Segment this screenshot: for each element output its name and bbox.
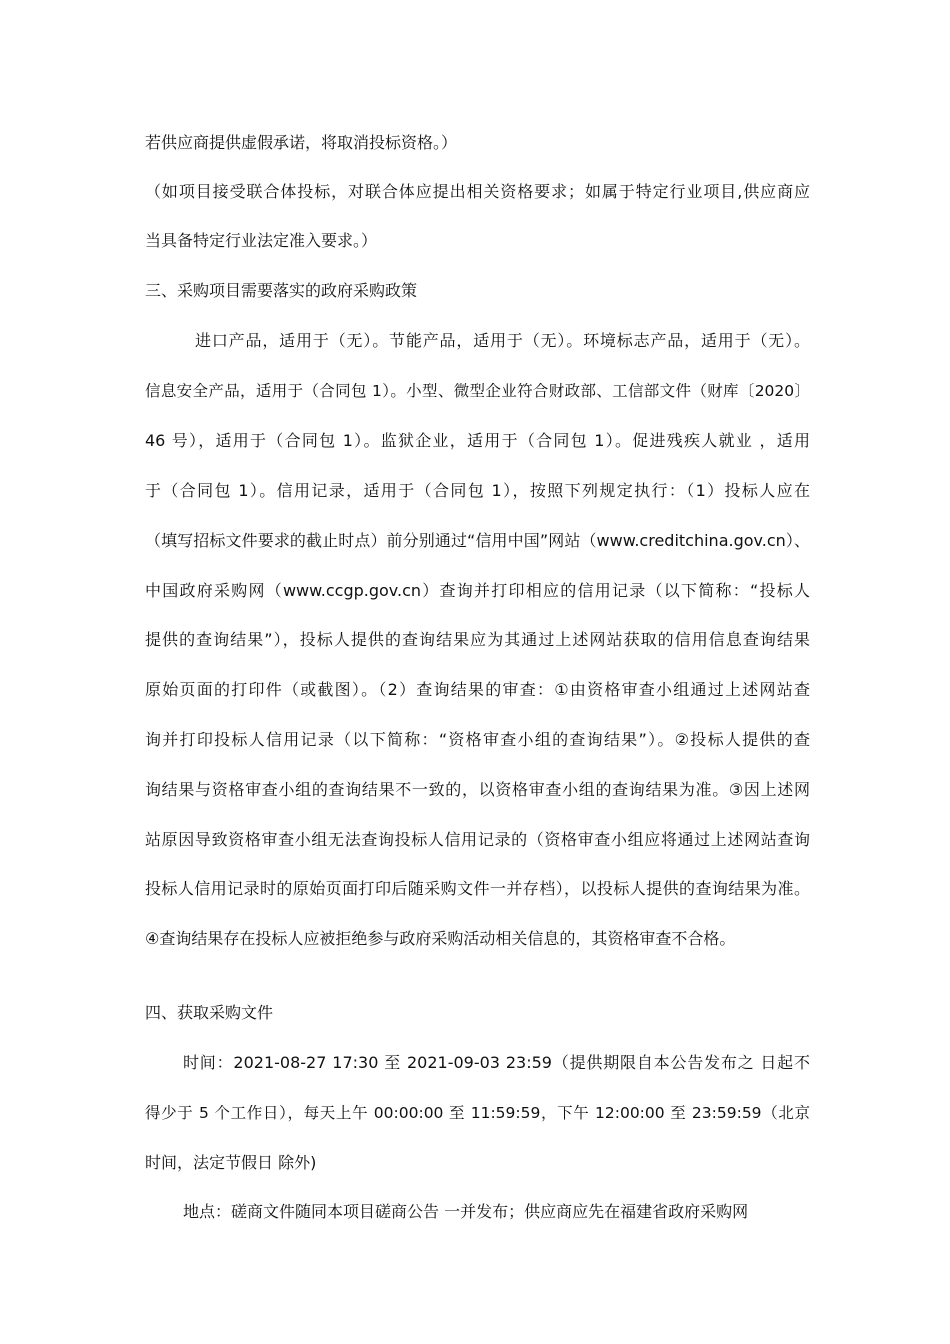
text-line: 于（合同包 1）。信用记录，适用于（合同包 1），按照下列规定执行：（1）投标人应在 — [145, 481, 810, 500]
text-line: ④查询结果存在投标人应被拒绝参与政府采购活动相关信息的，其资格审查不合格。 — [145, 929, 736, 948]
text-line: 站原因导致资格审查小组无法查询投标人信用记录的（资格审查小组应将通过上述网站查询 — [145, 830, 810, 849]
section-heading-4: 四、获取采购文件 — [145, 1003, 274, 1022]
text-line: 提供的查询结果”），投标人提供的查询结果应为其通过上述网站获取的信用信息查询结果 — [145, 630, 810, 649]
text-line: 46 号），适用于（合同包 1）。监狱企业，适用于（合同包 1）。促进残疾人就业 ，适用 — [145, 431, 810, 450]
text-line: 地点：磋商文件随同本项目磋商公告 一并发布；供应商应先在福建省政府采购网 — [183, 1202, 749, 1221]
text-line: （如项目接受联合体投标，对联合体应提出相关资格要求；如属于特定行业项目,供应商应 — [145, 182, 810, 201]
text-line: 原始页面的打印件（或截图）。（2）查询结果的审查：①由资格审查小组通过上述网站查 — [145, 680, 810, 699]
section-heading-3: 三、采购项目需要落实的政府采购政策 — [145, 281, 418, 300]
text-line: 得少于 5 个工作日），每天上午 00:00:00 至 11:59:59，下午 12:00:00 至 23:59:59（北京 — [145, 1104, 810, 1122]
text-line: 时间，法定节假日 除外) — [145, 1153, 317, 1172]
text-line: 时间：2021-08-27 17:30 至 2021-09-03 23:59（提供期限自本公告发布之 日起不 — [183, 1053, 810, 1072]
text-line: 进口产品，适用于（无）。节能产品，适用于（无）。环境标志产品，适用于（无）。 — [195, 331, 810, 350]
text-line: 询结果与资格审查小组的查询结果不一致的，以资格审查小组的查询结果为准。③因上述网 — [145, 780, 810, 799]
text-line: 投标人信用记录时的原始页面打印后随采购文件一并存档），以投标人提供的查询结果为准。 — [145, 879, 810, 898]
text-line: 中国政府采购网（www.ccgp.gov.cn）查询并打印相应的信用记录（以下简称：“投标人 — [145, 581, 810, 600]
text-line: 当具备特定行业法定准入要求。） — [145, 231, 378, 250]
text-line: （填写招标文件要求的截止时点）前分别通过“信用中国”网站（www.creditchina.gov.cn）、 — [145, 531, 810, 550]
text-line: 信息安全产品，适用于（合同包 1）。小型、微型企业符合财政部、工信部文件（财库〔2020〕 — [145, 382, 810, 400]
text-line: 若供应商提供虚假承诺，将取消投标资格。） — [145, 133, 458, 152]
text-line: 询并打印投标人信用记录（以下简称：“资格审查小组的查询结果”）。②投标人提供的查 — [145, 730, 810, 749]
